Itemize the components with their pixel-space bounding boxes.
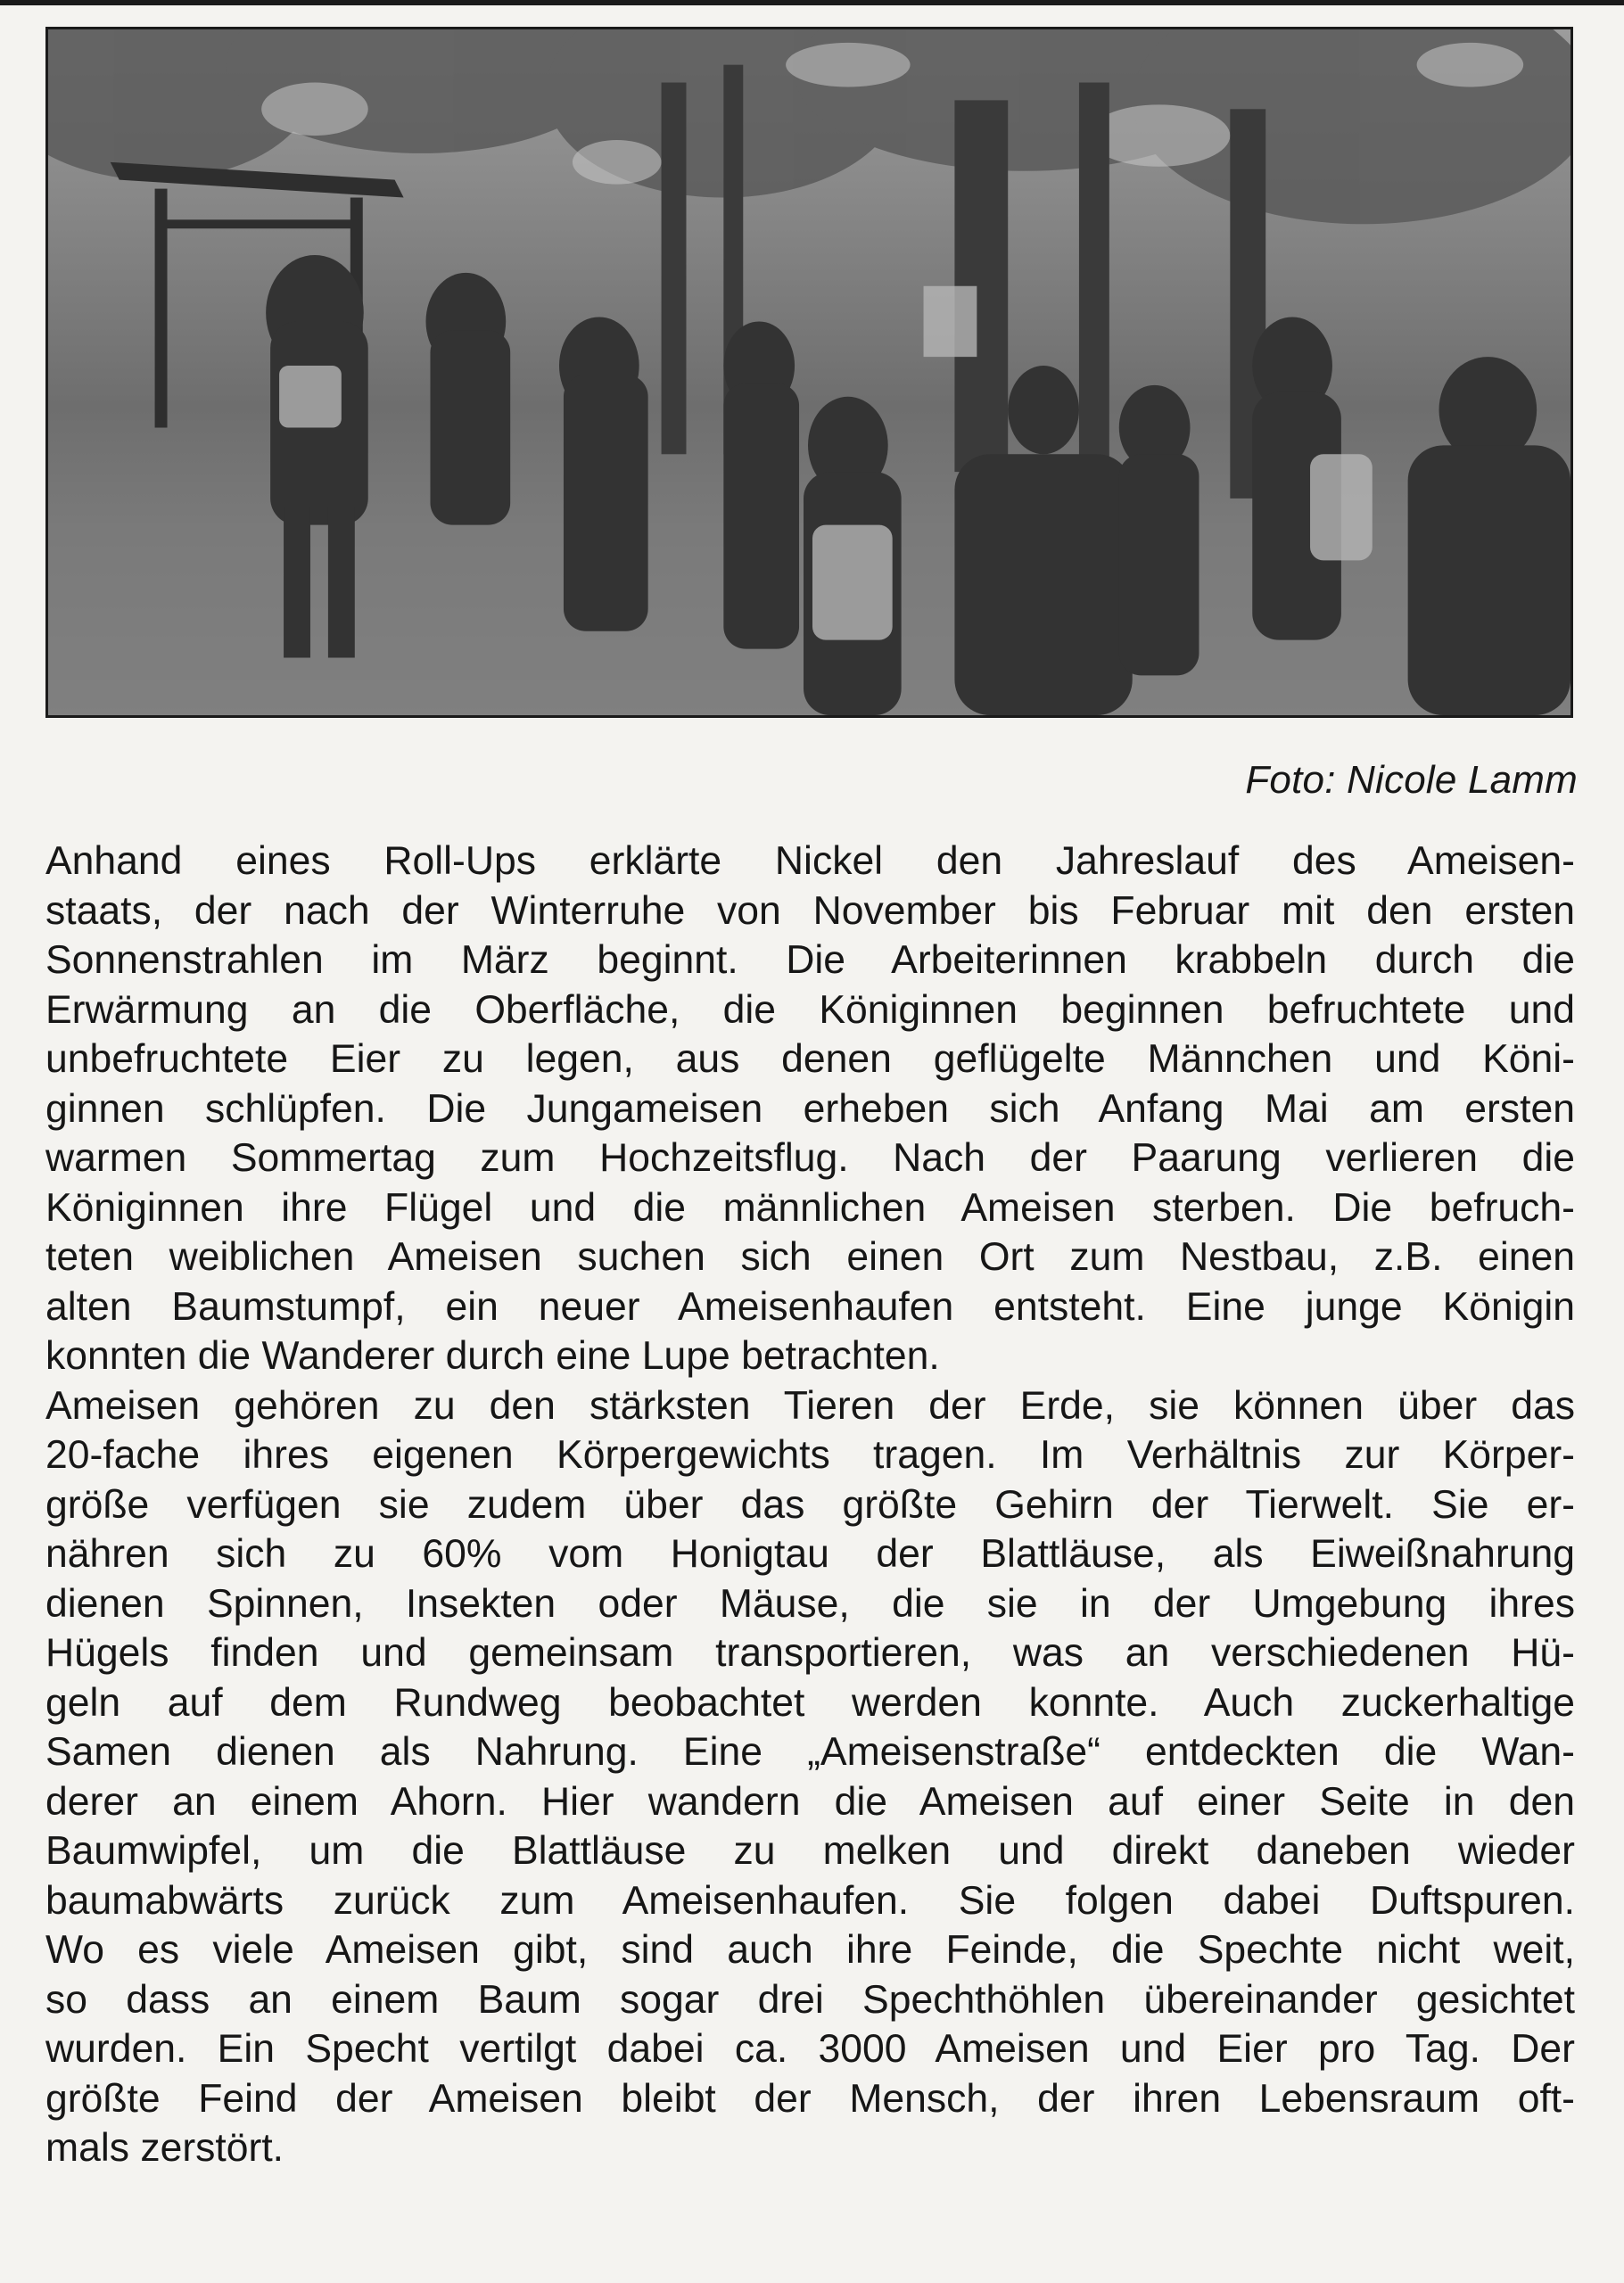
top-rule <box>0 0 1624 5</box>
text-line: dienen Spinnen, Insekten oder Mäuse, die sie in der Umgebung ihres <box>45 1581 1575 1626</box>
text-line: so dass an einem Baum sogar drei Spechthöhlen übereinander gesichtet <box>45 1977 1575 2022</box>
text-line: derer an einem Ahorn. Hier wandern die Ameisen auf einer Seite in den <box>45 1779 1575 1824</box>
text-line: alten Baumstumpf, ein neuer Ameisenhaufen entsteht. Eine junge Königin <box>45 1284 1575 1329</box>
paragraph-end-line: mals zerstört. <box>45 2126 284 2170</box>
text-line: nähren sich zu 60% vom Honigtau der Blattläuse, als Eiweißnahrung <box>45 1532 1575 1576</box>
text-line: baumabwärts zurück zum Ameisenhaufen. Sie folgen dabei Duftspuren. <box>45 1878 1575 1923</box>
text-line: Sonnenstrahlen im März beginnt. Die Arbeiterinnen krabbeln durch die <box>45 938 1575 982</box>
text-line: Königinnen ihre Flügel und die männlichen Ameisen sterben. Die befruch- <box>45 1185 1575 1230</box>
article-photo <box>45 27 1573 718</box>
text-line: Wo es viele Ameisen gibt, sind auch ihre Feinde, die Spechte nicht weit, <box>45 1928 1575 1972</box>
photo-credit: Foto: Nicole Lamm <box>1245 758 1578 802</box>
text-line: wurden. Ein Specht vertilgt dabei ca. 3000 Ameisen und Eier pro Tag. Der <box>45 2027 1575 2071</box>
article-body <box>45 837 1575 2173</box>
text-line: geln auf dem Rundweg beobachtet werden konnte. Auch zuckerhaltige <box>45 1680 1575 1725</box>
text-line: ginnen schlüpfen. Die Jungameisen erheben sich Anfang Mai am ersten <box>45 1086 1575 1131</box>
text-line: teten weiblichen Ameisen suchen sich einen Ort zum Nestbau, z.B. einen <box>45 1235 1575 1279</box>
text-line: Erwärmung an die Oberfläche, die Königinnen beginnen befruchtete und <box>45 987 1575 1032</box>
text-line: warmen Sommertag zum Hochzeitsflug. Nach der Paarung verlieren die <box>45 1136 1575 1180</box>
forest-group-illustration <box>48 29 1570 715</box>
text-line: Anhand eines Roll-Ups erklärte Nickel den Jahreslauf des Ameisen- <box>45 839 1575 883</box>
text-line: 20-fache ihres eigenen Körpergewichts tragen. Im Verhältnis zur Körper- <box>45 1433 1575 1477</box>
text-line: größte Feind der Ameisen bleibt der Mensch, der ihren Lebensraum oft- <box>45 2076 1575 2121</box>
text-line: größe verfügen sie zudem über das größte Gehirn der Tierwelt. Sie er- <box>45 1482 1575 1527</box>
text-line: unbefruchtete Eier zu legen, aus denen geflügelte Männchen und Köni- <box>45 1037 1575 1081</box>
text-line: staats, der nach der Winterruhe von November bis Februar mit den ersten <box>45 888 1575 933</box>
paragraph-end-line: konnten die Wanderer durch eine Lupe betrachten. <box>45 1334 940 1378</box>
text-line: Hügels finden und gemeinsam transportieren, was an verschiedenen Hü- <box>45 1631 1575 1675</box>
text-line: Ameisen gehören zu den stärksten Tieren der Erde, sie können über das <box>45 1383 1575 1428</box>
text-line: Samen dienen als Nahrung. Eine „Ameisenstraße“ entdeckten die Wan- <box>45 1730 1575 1774</box>
text-line: Baumwipfel, um die Blattläuse zu melken und direkt daneben wieder <box>45 1829 1575 1873</box>
